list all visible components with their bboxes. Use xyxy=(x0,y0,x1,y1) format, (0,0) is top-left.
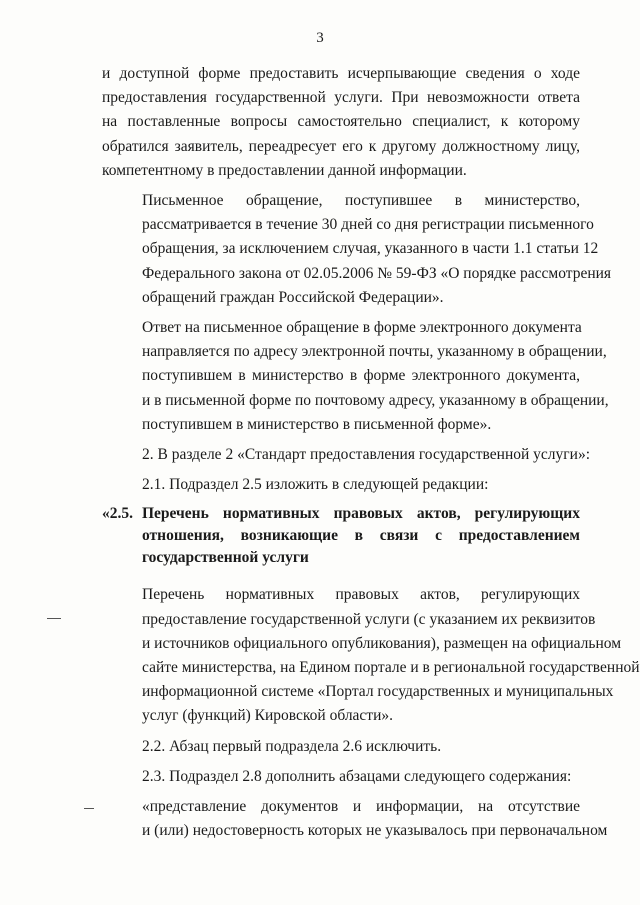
paragraph-continuation xyxy=(102,62,580,183)
paragraph-subsection-2-1 xyxy=(102,473,580,497)
text-line: обращений граждан Российской Федерации». xyxy=(142,288,444,306)
text-line: предоставление государственной услуги (с указанием их реквизитов xyxy=(142,610,596,628)
text-line: поступившем в министерство в письменной форме». xyxy=(142,415,492,433)
paragraph-subsection-2-2 xyxy=(102,735,580,759)
text-line: сайте министерства, на Едином портале и в региональной государственной xyxy=(142,659,640,677)
text-line: 2.1. Подраздел 2.5 изложить в следующей редакции: xyxy=(142,476,489,494)
text-line: Ответ на письменное обращение в форме электронного документа xyxy=(142,319,582,337)
heading-line: государственной услуги xyxy=(142,549,309,567)
text-line: предоставления государственной услуги. При невозможности ответа xyxy=(102,89,580,107)
text-line: и доступной форме предоставить исчерпывающие сведения о ходе xyxy=(102,65,580,82)
scan-mark xyxy=(47,618,61,619)
paragraph-section-2 xyxy=(102,443,591,467)
text-line: обращения, за исключением случая, указанного в части 1.1 статьи 12 xyxy=(142,240,599,258)
paragraph-subsection-2-3 xyxy=(102,765,580,789)
section-heading-2-5 xyxy=(102,503,580,569)
text-line: и (или) недостоверность которых не указывалось при первоначальном xyxy=(142,822,608,840)
text-line: компетентному в предоставлении данной информации. xyxy=(102,161,467,179)
text-line: «представление документов и информации, на отсутствие xyxy=(142,798,580,816)
paragraph-documents-info xyxy=(102,795,608,843)
scan-mark xyxy=(84,808,94,809)
text-line: 2.3. Подраздел 2.8 дополнить абзацами следующего содержания: xyxy=(142,767,572,785)
heading-text xyxy=(142,503,580,569)
text-line: 2. В разделе 2 «Стандарт предоставления государственной услуги»: xyxy=(142,446,591,464)
text-line: рассматривается в течение 30 дней со дня регистрации письменного xyxy=(142,216,594,234)
text-line: Письменное обращение, поступившее в министерство, xyxy=(142,192,580,210)
text-line: Перечень нормативных правовых актов, регулирующих xyxy=(142,586,580,604)
paragraph-electronic-reply xyxy=(102,316,609,437)
paragraph-written-appeal xyxy=(102,189,612,310)
text-line: на поставленные вопросы самостоятельно специалист, к которому xyxy=(102,113,580,131)
text-line: и в письменной форме по почтовому адресу, указанному в обращении, xyxy=(142,391,609,409)
paragraph-normative-list xyxy=(102,583,640,728)
text-line: Федерального закона от 02.05.2006 № 59-ФЗ «О порядке рассмотрения xyxy=(142,264,612,282)
heading-number: «2.5. xyxy=(102,505,133,523)
text-line: поступившем в министерство в форме электронного документа, xyxy=(142,367,580,385)
text-line: обратился заявитель, переадресует его к другому должностному лицу, xyxy=(102,137,580,155)
heading-line: Перечень нормативных правовых актов, регулирующих xyxy=(142,505,580,523)
text-line: направляется по адресу электронной почты, указанному в обращении, xyxy=(142,343,607,361)
text-line: 2.2. Абзац первый подраздела 2.6 исключить. xyxy=(142,737,442,755)
text-line: услуг (функций) Кировской области». xyxy=(142,707,394,725)
text-line: информационной системе «Портал государственных и муниципальных xyxy=(142,683,614,701)
page-number: 3 xyxy=(316,30,324,46)
text-line: и источников официального опубликования), размещен на официальном xyxy=(142,634,622,652)
heading-line: отношения, возникающие в связи с предоставлением xyxy=(142,527,580,545)
document-body xyxy=(102,62,640,849)
